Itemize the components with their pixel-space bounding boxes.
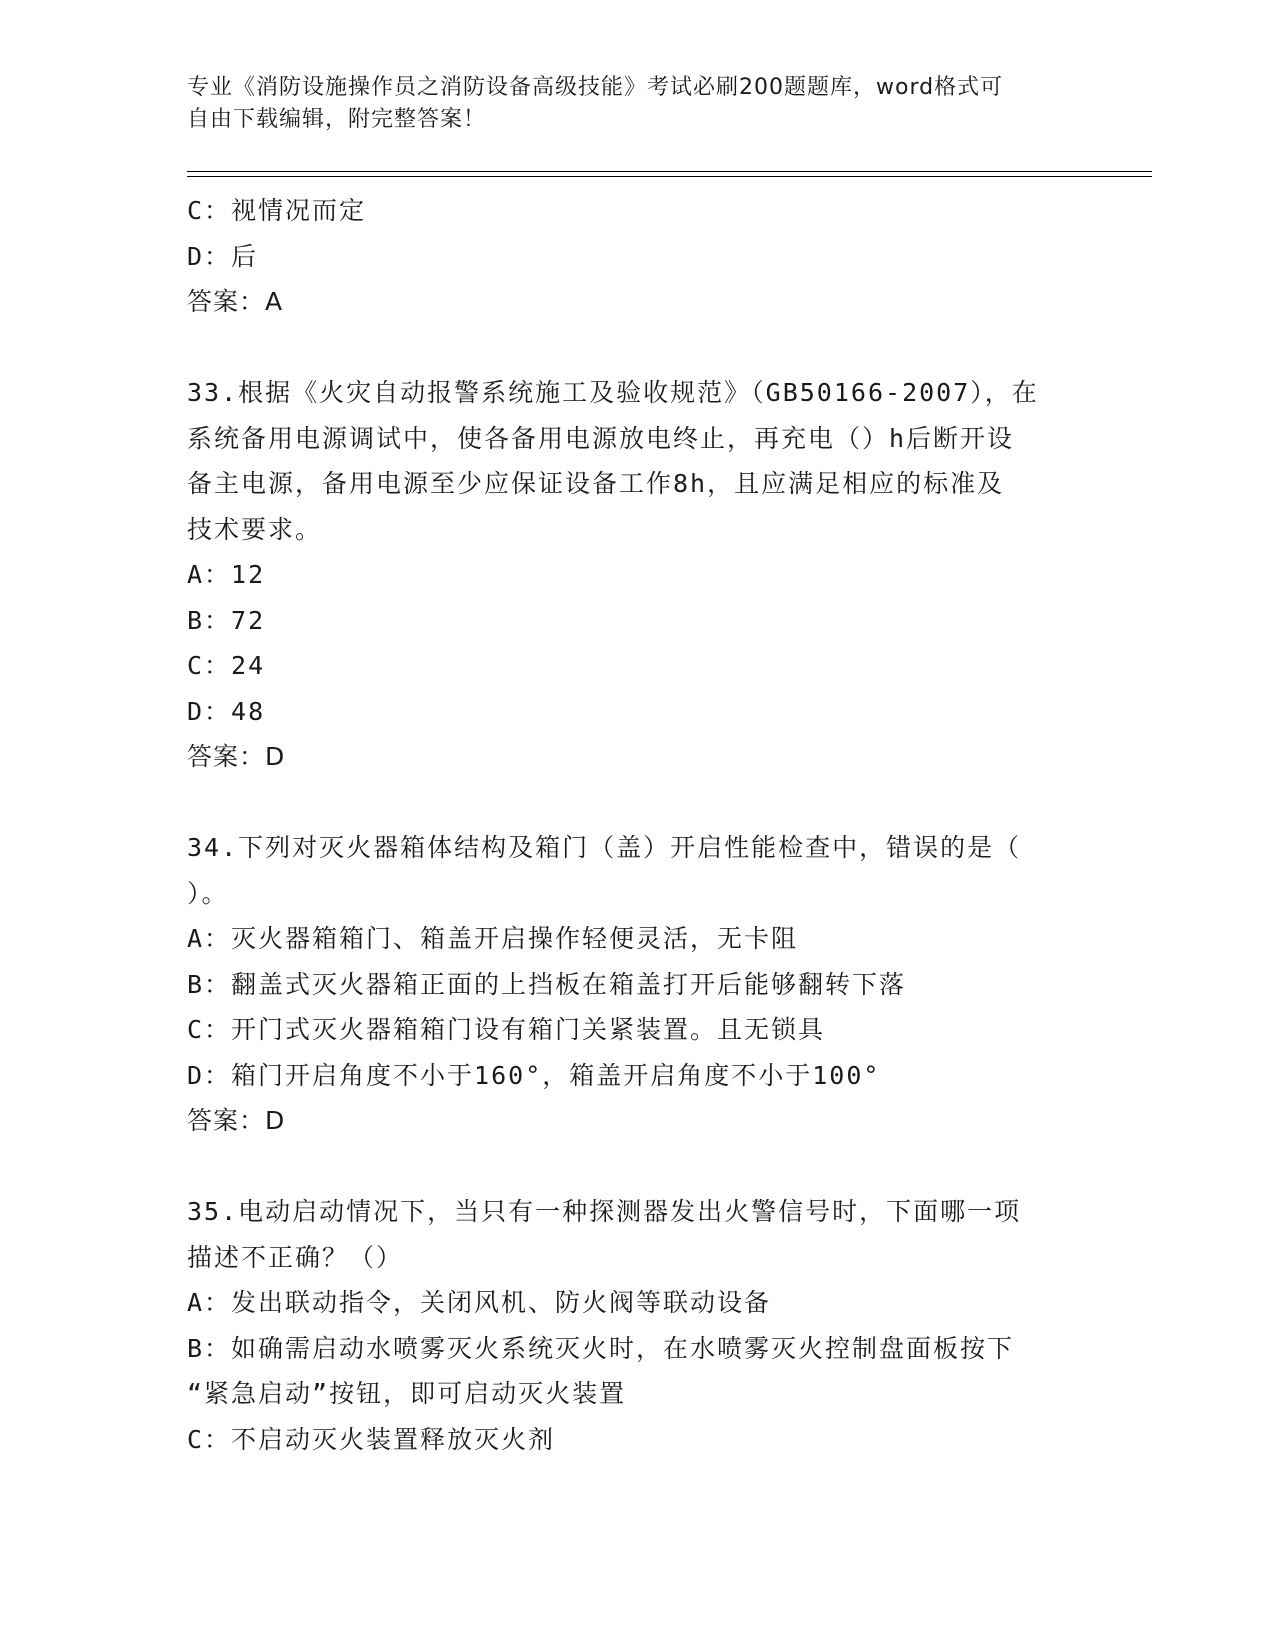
question-stem: 备主电源，备用电源至少应保证设备工作8h，且应满足相应的标准及 — [187, 469, 1005, 498]
question-33 — [187, 370, 1092, 780]
question-stem: 33.根据《火灾自动报警系统施工及验收规范》（GB50166-2007），在 — [187, 378, 1039, 407]
answer: 答案：D — [187, 1106, 286, 1135]
option-b: B：翻盖式灭火器箱正面的上挡板在箱盖打开后能够翻转下落 — [187, 969, 907, 999]
header-line-2: 自由下载编辑，附完整答案！ — [187, 107, 487, 132]
option-a: A：发出联动指令，关闭风机、防火阀等联动设备 — [187, 1288, 772, 1317]
option: C：视情况而定 — [187, 196, 367, 225]
option-b: B：72 — [187, 605, 266, 635]
question-34 — [187, 825, 1092, 1144]
option-b-continued: “紧急启动”按钮，即可启动灭火装置 — [187, 1379, 627, 1408]
header-rule-bottom — [187, 176, 1152, 177]
option-c: C：开门式灭火器箱箱门设有箱门关紧装置。且无锁具 — [187, 1015, 826, 1044]
option-d: D：箱门开启角度不小于160°，箱盖开启角度不小于100° — [187, 1060, 881, 1090]
question-stem: 技术要求。 — [187, 514, 323, 544]
question-stem: 34.下列对灭火器箱体结构及箱门（盖）开启性能检查中，错误的是（ — [187, 833, 1022, 862]
answer: 答案：A — [187, 287, 284, 316]
option-a: A：12 — [187, 560, 266, 589]
option-c: C：不启动灭火装置释放灭火剂 — [187, 1424, 556, 1454]
option-c: C：24 — [187, 651, 266, 680]
page-header — [187, 72, 1067, 136]
question-stem: ）。 — [187, 878, 229, 908]
header-rule-top — [187, 171, 1152, 172]
question-stem: 35.电动启动情况下，当只有一种探测器发出火警信号时，下面哪一项 — [187, 1197, 1022, 1226]
option-b: B：如确需启动水喷雾灭火系统灭火时，在水喷雾灭火控制盘面板按下 — [187, 1333, 1015, 1363]
question-stem: 描述不正确？（） — [187, 1242, 404, 1272]
prev-question — [187, 188, 1092, 325]
question-35 — [187, 1189, 1092, 1462]
option: D：后 — [187, 241, 259, 271]
header-line-1: 专业《消防设施操作员之消防设备高级技能》考试必刷200题题库，word格式可 — [187, 75, 1004, 100]
option-a: A：灭火器箱箱门、箱盖开启操作轻便灵活，无卡阻 — [187, 924, 799, 953]
question-stem: 系统备用电源调试中，使各备用电源放电终止，再充电（）h后断开设 — [187, 423, 1015, 453]
option-d: D：48 — [187, 696, 266, 726]
question-list — [187, 188, 1092, 1462]
answer: 答案：D — [187, 742, 286, 771]
